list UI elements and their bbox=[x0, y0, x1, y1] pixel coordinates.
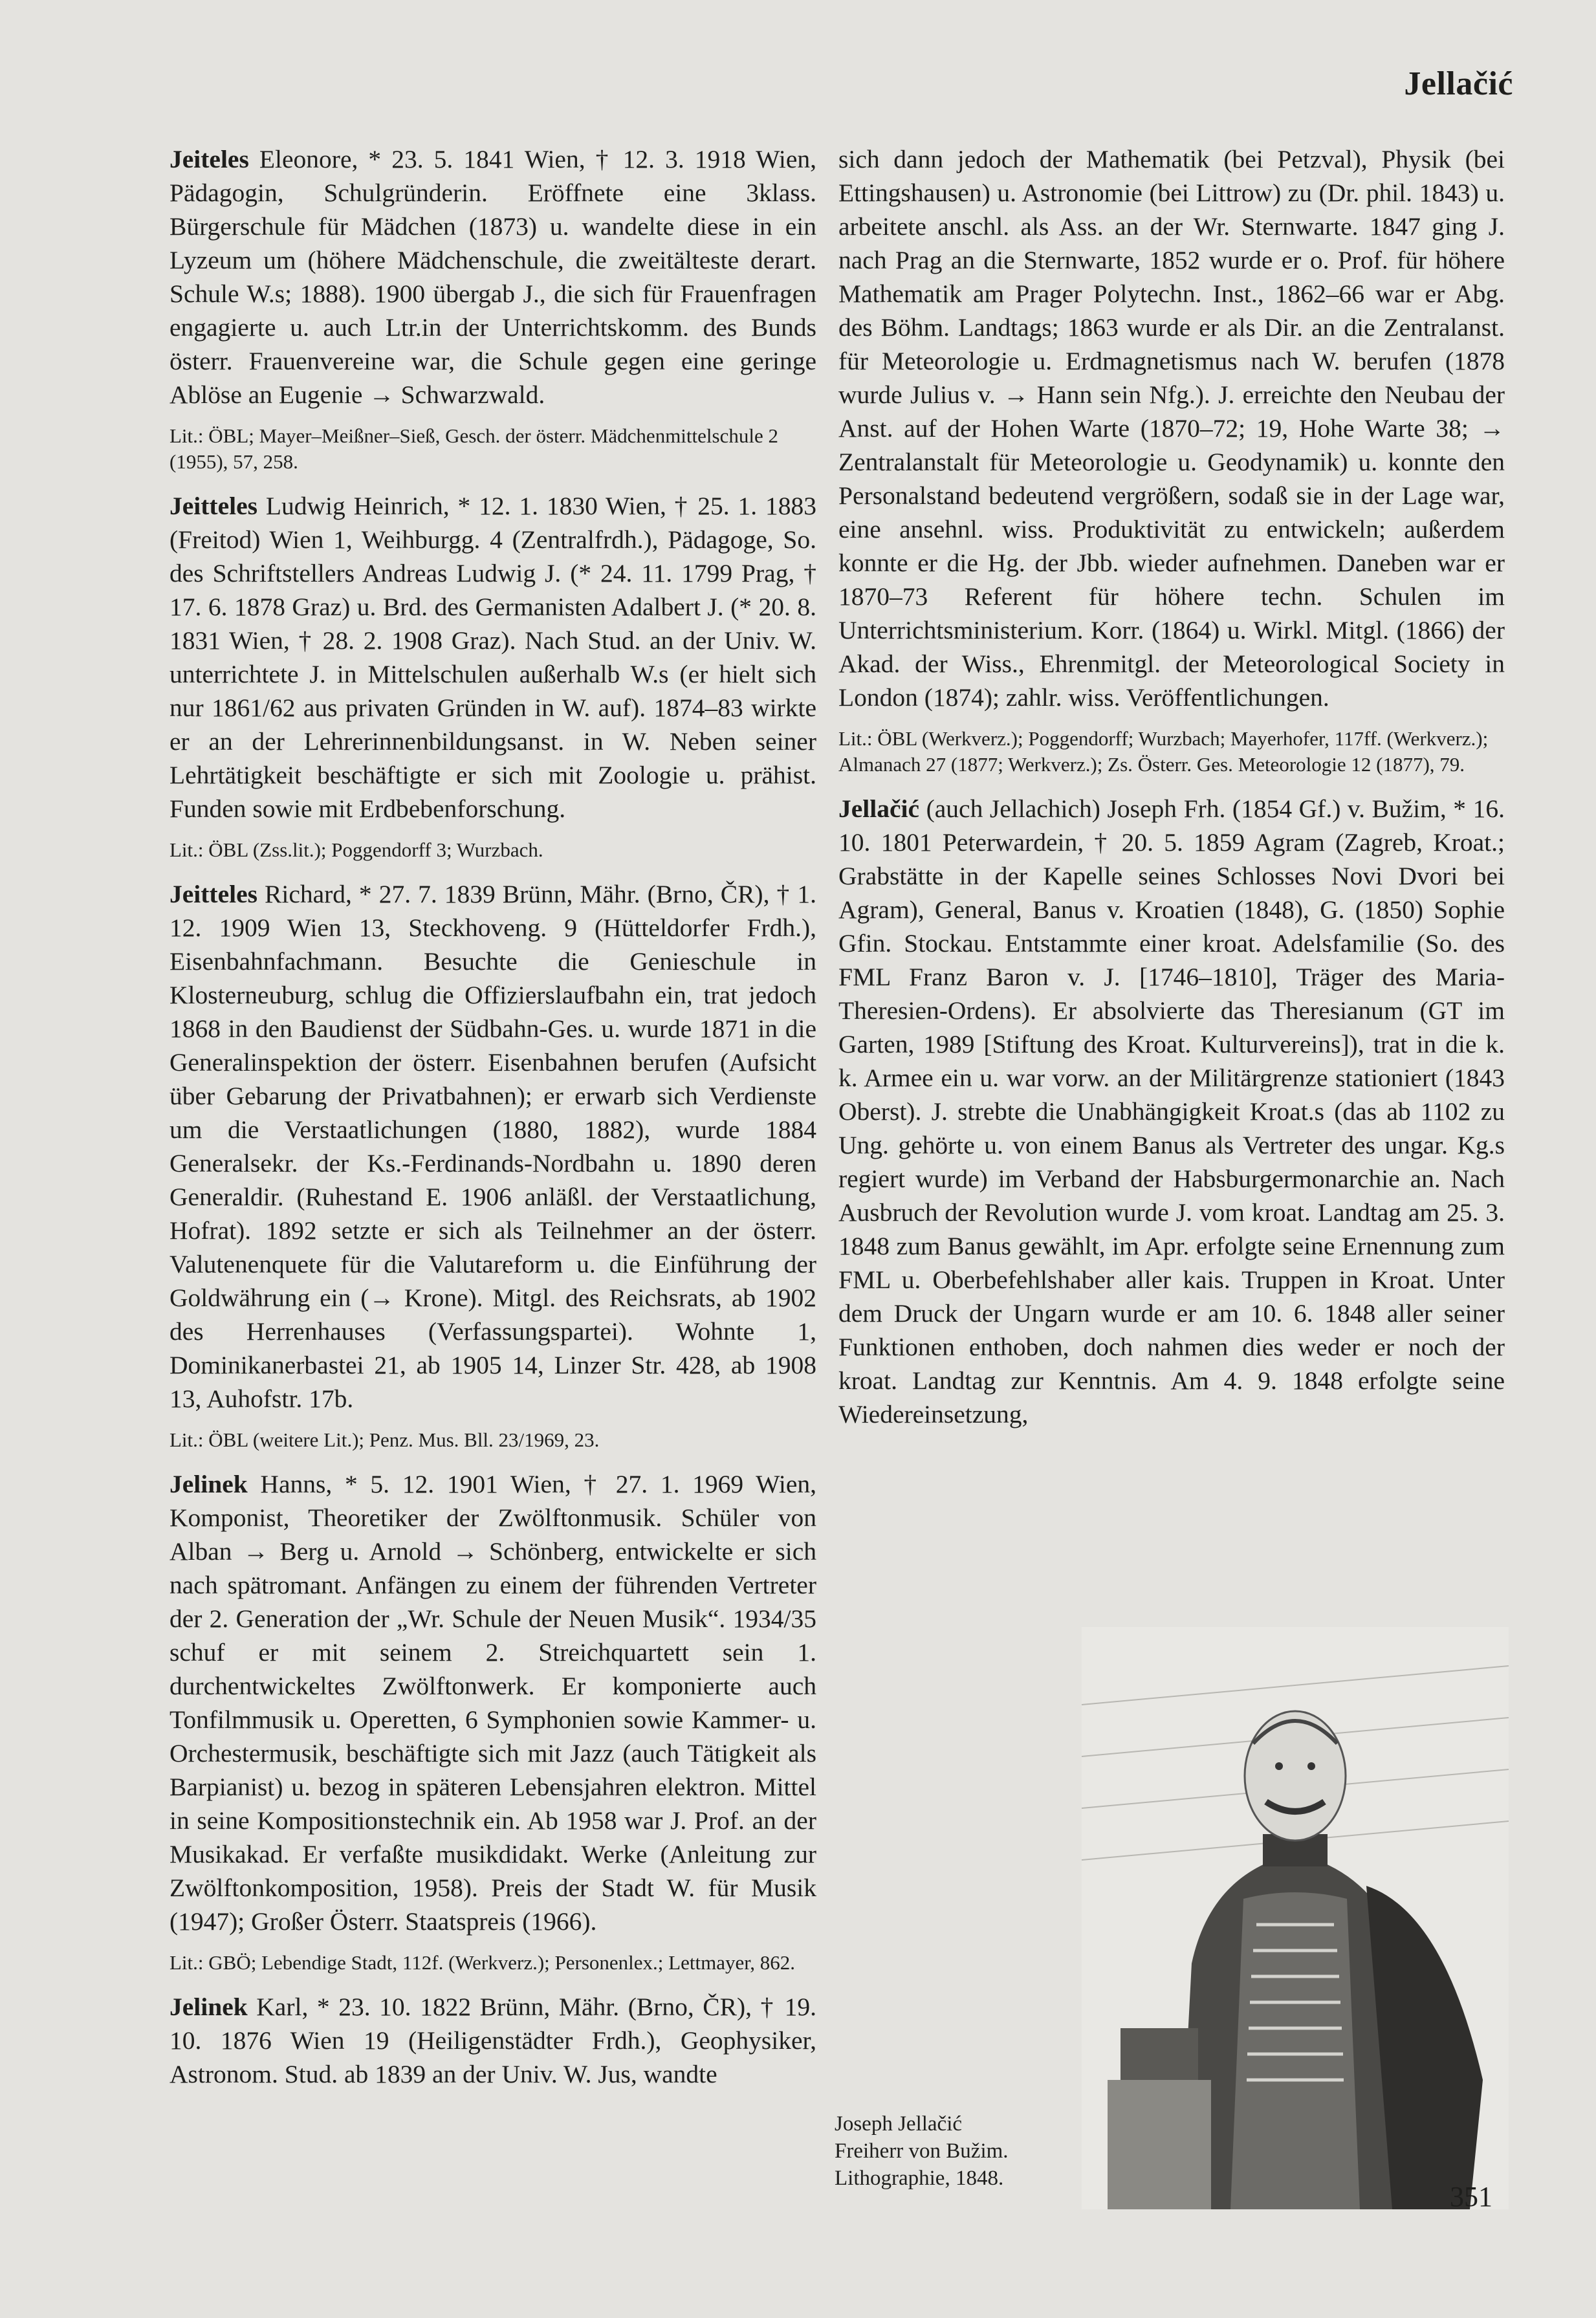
entry-literature: Lit.: ÖBL (Werkverz.); Poggendorff; Wurzbach; Mayerhofer, 117ff. (Werkverz.); Almanach 27 (1877; Werkverz.); Zs. Österr. Ges. Meteorologie 12 (1877), 79. bbox=[838, 727, 1489, 776]
entry-text: Richard, * 27. 7. 1839 Brünn, Mähr. (Brno, ČR), † 1. 12. 1909 Wien 13, Steckhoveng. 9 (Hütteldorfer Frdh.), Eisenbahnfachmann. Besuchte die Genieschule in Klosterneuburg, schlug die Offizierslaufbahn ein, trat jedoch 1868 in den Baudienst der Südbahn-Ges. u. wurde 1871 in die Generalinspektion der österr. Eisenbahnen berufen (Aufsicht über Gebarung der Privatbahnen); er erwarb sich Verdienste um die Verstaatlichungen (1880, 1882), wurde 1884 Generalsekr. der Ks.-Ferdinands-Nordbahn u. 1890 deren Generaldir. (Ruhestand E. 1906 anläßl. der Verstaatlichung, Hofrat). 1892 setzte er sich als Teilnehmer an der österr. Valutenenquete für die Valutareform u. die Einführung der Goldwährung ein (→ Krone). Mitgl. des Reichsrats, ab 1902 des Herrenhauses (Verfassungspartei). Wohnte 1, Dominikanerbastei 21, ab 1905 14, Linzer Str. 428, ab 1908 13, Auhofstr. 17b. bbox=[169, 880, 816, 1413]
entry-text: (auch Jellachich) Joseph Frh. (1854 Gf.) v. Bužim, * 16. 10. 1801 Peterwardein, † 20. 5. 1859 Agram (Zagreb, Kroat.; Grabstätte in der Kapelle seines Schlosses Novi Dvori bei Agram), General, Banus v. Kroatien (1848), G. (1850) Sophie Gfin. Stockau. Entstammte einer kroat. Adelsfamilie (So. des FML Franz Baron v. J. [1746–1810], Träger des Maria-Theresien-Ordens). Er absolvierte das Theresianum (GT im Garten, 1989 [Stiftung des Kroat. Kulturvereins]), trat in die k. k. Armee ein u. war vorw. an der Militärgrenze stationiert (1843 Oberst). J. strebte die Unabhängigkeit Kroat.s (das ab 1102 zu Ung. gehörte u. von einem Banus als Vertreter des ungar. Kg.s regiert wurde) im Verband der Habsburgermonarchie an. Nach Ausbruch der Revolution wurde J. vom kroat. Landtag am 25. 3. 1848 zum Banus gewählt, im Apr. erfolgte seine Ernennung zum FML u. Oberbefehlshaber aller kais. Truppen in Kroat. Unter dem Druck der Ungarn wurde er am 10. 6. 1848 aller seiner Funktionen enthoben, doch nahmen dies weder er noch der kroat. Landtag zur Kenntnis. Am 4. 9. 1848 erfolgte seine Wiedereinsetzung, bbox=[838, 794, 1505, 1428]
entry-name: Jeitteles bbox=[169, 880, 257, 908]
running-head: Jellačić bbox=[1404, 65, 1513, 102]
right-column bbox=[838, 142, 1505, 1443]
entry-name: Jellačić bbox=[838, 794, 920, 823]
entry bbox=[169, 1990, 816, 2091]
entry bbox=[169, 1467, 816, 1938]
entry-text: Hanns, * 5. 12. 1901 Wien, † 27. 1. 1969 Wien, Komponist, Theoretiker der Zwölftonmusik. Schüler von Alban → Berg u. Arnold → Schönberg, entwickelte er sich nach spätromant. Anfängen zu einem der führenden Vertreter der 2. Generation der „Wr. Schule der Neuen Musik“. 1934/35 schuf er mit seinem 2. Streichquartett sein 1. durchentwickeltes Zwölftonwerk. Er komponierte auch Tonfilmmusik u. Operetten, 6 Symphonien sowie Kammer- u. Orchestermusik, beschäftigte sich mit Jazz (auch Tätigkeit als Barpianist) u. bezog in späteren Lebensjahren elektron. Mittel in seine Kompositionstechnik ein. Ab 1958 war J. Prof. an der Musikakad. Er verfaßte musikdidakt. Werke (Anleitung zur Zwölftonkomposition, 1958). Preis der Stadt W. für Musik (1947); Großer Österr. Staatspreis (1966). bbox=[169, 1470, 816, 1936]
entry-name: Jelinek bbox=[169, 1993, 248, 2021]
portrait-lithograph bbox=[1082, 1627, 1509, 2209]
entry-name: Jeitteles bbox=[169, 492, 257, 520]
entry-continuation bbox=[838, 142, 1505, 714]
entry bbox=[169, 142, 816, 411]
caption-line: Joseph Jellačić bbox=[835, 2112, 963, 2136]
left-column bbox=[169, 142, 816, 2103]
entry-text: Ludwig Heinrich, * 12. 1. 1830 Wien, † 25. 1. 1883 (Freitod) Wien 1, Weihburgg. 4 (Zentralfrdh.), Pädagoge, So. des Schriftstellers Andreas Ludwig J. (* 24. 11. 1799 Prag, † 17. 6. 1878 Graz) u. Brd. des Germanisten Adalbert J. (* 20. 8. 1831 Wien, † 28. 2. 1908 Graz). Nach Stud. an der Univ. W. unterrichtete J. in Mittelschulen außerhalb W.s (er hielt sich nur 1861/62 aus privaten Gründen in W. auf). 1874–83 wirkte er an der Lehrerinnenbildungsanst. in W. Neben seiner Lehrtätigkeit beschäftigte er sich mit Zoologie u. prähist. Funden sowie mit Erdbebenforschung. bbox=[169, 492, 816, 823]
entry bbox=[169, 489, 816, 826]
figure-caption bbox=[835, 2110, 1009, 2192]
entry-literature: Lit.: ÖBL (Zss.lit.); Poggendorff 3; Wurzbach. bbox=[169, 838, 543, 861]
entry-text: Karl, * 23. 10. 1822 Brünn, Mähr. (Brno, ČR), † 19. 10. 1876 Wien 19 (Heiligenstädter Frdh.), Geophysiker, Astronom. Stud. ab 1839 an der Univ. W. Jus, wandte bbox=[169, 1993, 816, 2088]
portrait-illustration bbox=[1082, 1627, 1509, 2209]
entry-literature: Lit.: ÖBL (weitere Lit.); Penz. Mus. Bll. 23/1969, 23. bbox=[169, 1428, 600, 1451]
entry-name: Jeiteles bbox=[169, 145, 249, 173]
entry-literature: Lit.: ÖBL; Mayer–Meißner–Sieß, Gesch. der österr. Mädchenmittelschule 2 (1955), 57, 258. bbox=[169, 424, 778, 473]
entry bbox=[169, 877, 816, 1416]
caption-line: Freiherr von Bužim. bbox=[835, 2139, 1009, 2163]
caption-line: Lithographie, 1848. bbox=[835, 2167, 1004, 2190]
entry-name: Jelinek bbox=[169, 1470, 248, 1498]
page-number: 351 bbox=[1450, 2181, 1492, 2213]
entry-text: sich dann jedoch der Mathematik (bei Petzval), Physik (bei Ettingshausen) u. Astronomie (bei Littrow) zu (Dr. phil. 1843) u. arbeitete anschl. als Ass. an der Wr. Sternwarte. 1847 ging J. nach Prag an die Sternwarte, 1852 wurde er o. Prof. für höhere Mathematik am Prager Polytechn. Inst., 1862–66 war er Abg. des Böhm. Landtags; 1863 wurde er als Dir. an die Zentralanst. für Meteorologie u. Erdmagnetismus nach W. berufen (1878 wurde Julius v. → Hann sein Nfg.). J. erreichte den Neubau der Anst. auf der Hohen Warte (1870–72; 19, Hohe Warte 38; → Zentralanstalt für Meteorologie u. Geodynamik) u. konnte den Personalstand bedeutend vergrößern, sodaß sie in der Lage war, eine ansehnl. wiss. Produktivität zu entwickeln; außerdem konnte er die Hg. der Jbb. wieder aufnehmen. Daneben war er 1870–73 Referent für höhere techn. Schulen im Unterrichtsministerium. Korr. (1864) u. Wirkl. Mitgl. (1866) der Akad. der Wiss., Ehrenmitgl. der Meteorological Society in London (1874); zahlr. wiss. Veröffentlichungen. bbox=[838, 145, 1505, 712]
entry bbox=[838, 792, 1505, 1431]
entry-literature: Lit.: GBÖ; Lebendige Stadt, 112f. (Werkverz.); Personenlex.; Lettmayer, 862. bbox=[169, 1951, 796, 1974]
entry-text: Eleonore, * 23. 5. 1841 Wien, † 12. 3. 1918 Wien, Pädagogin, Schulgründerin. Eröffnete eine 3klass. Bürgerschule für Mädchen (1873) u. wandelte diese in ein Lyzeum um (höhere Mädchenschule, die zweitälteste derart. Schule W.s; 1888). 1900 übergab J., die sich für Frauenfragen engagierte u. auch Ltr.in der Unterrichtskomm. des Bunds österr. Frauenvereine war, die Schule gegen eine geringe Ablöse an Eugenie → Schwarzwald. bbox=[169, 145, 816, 409]
